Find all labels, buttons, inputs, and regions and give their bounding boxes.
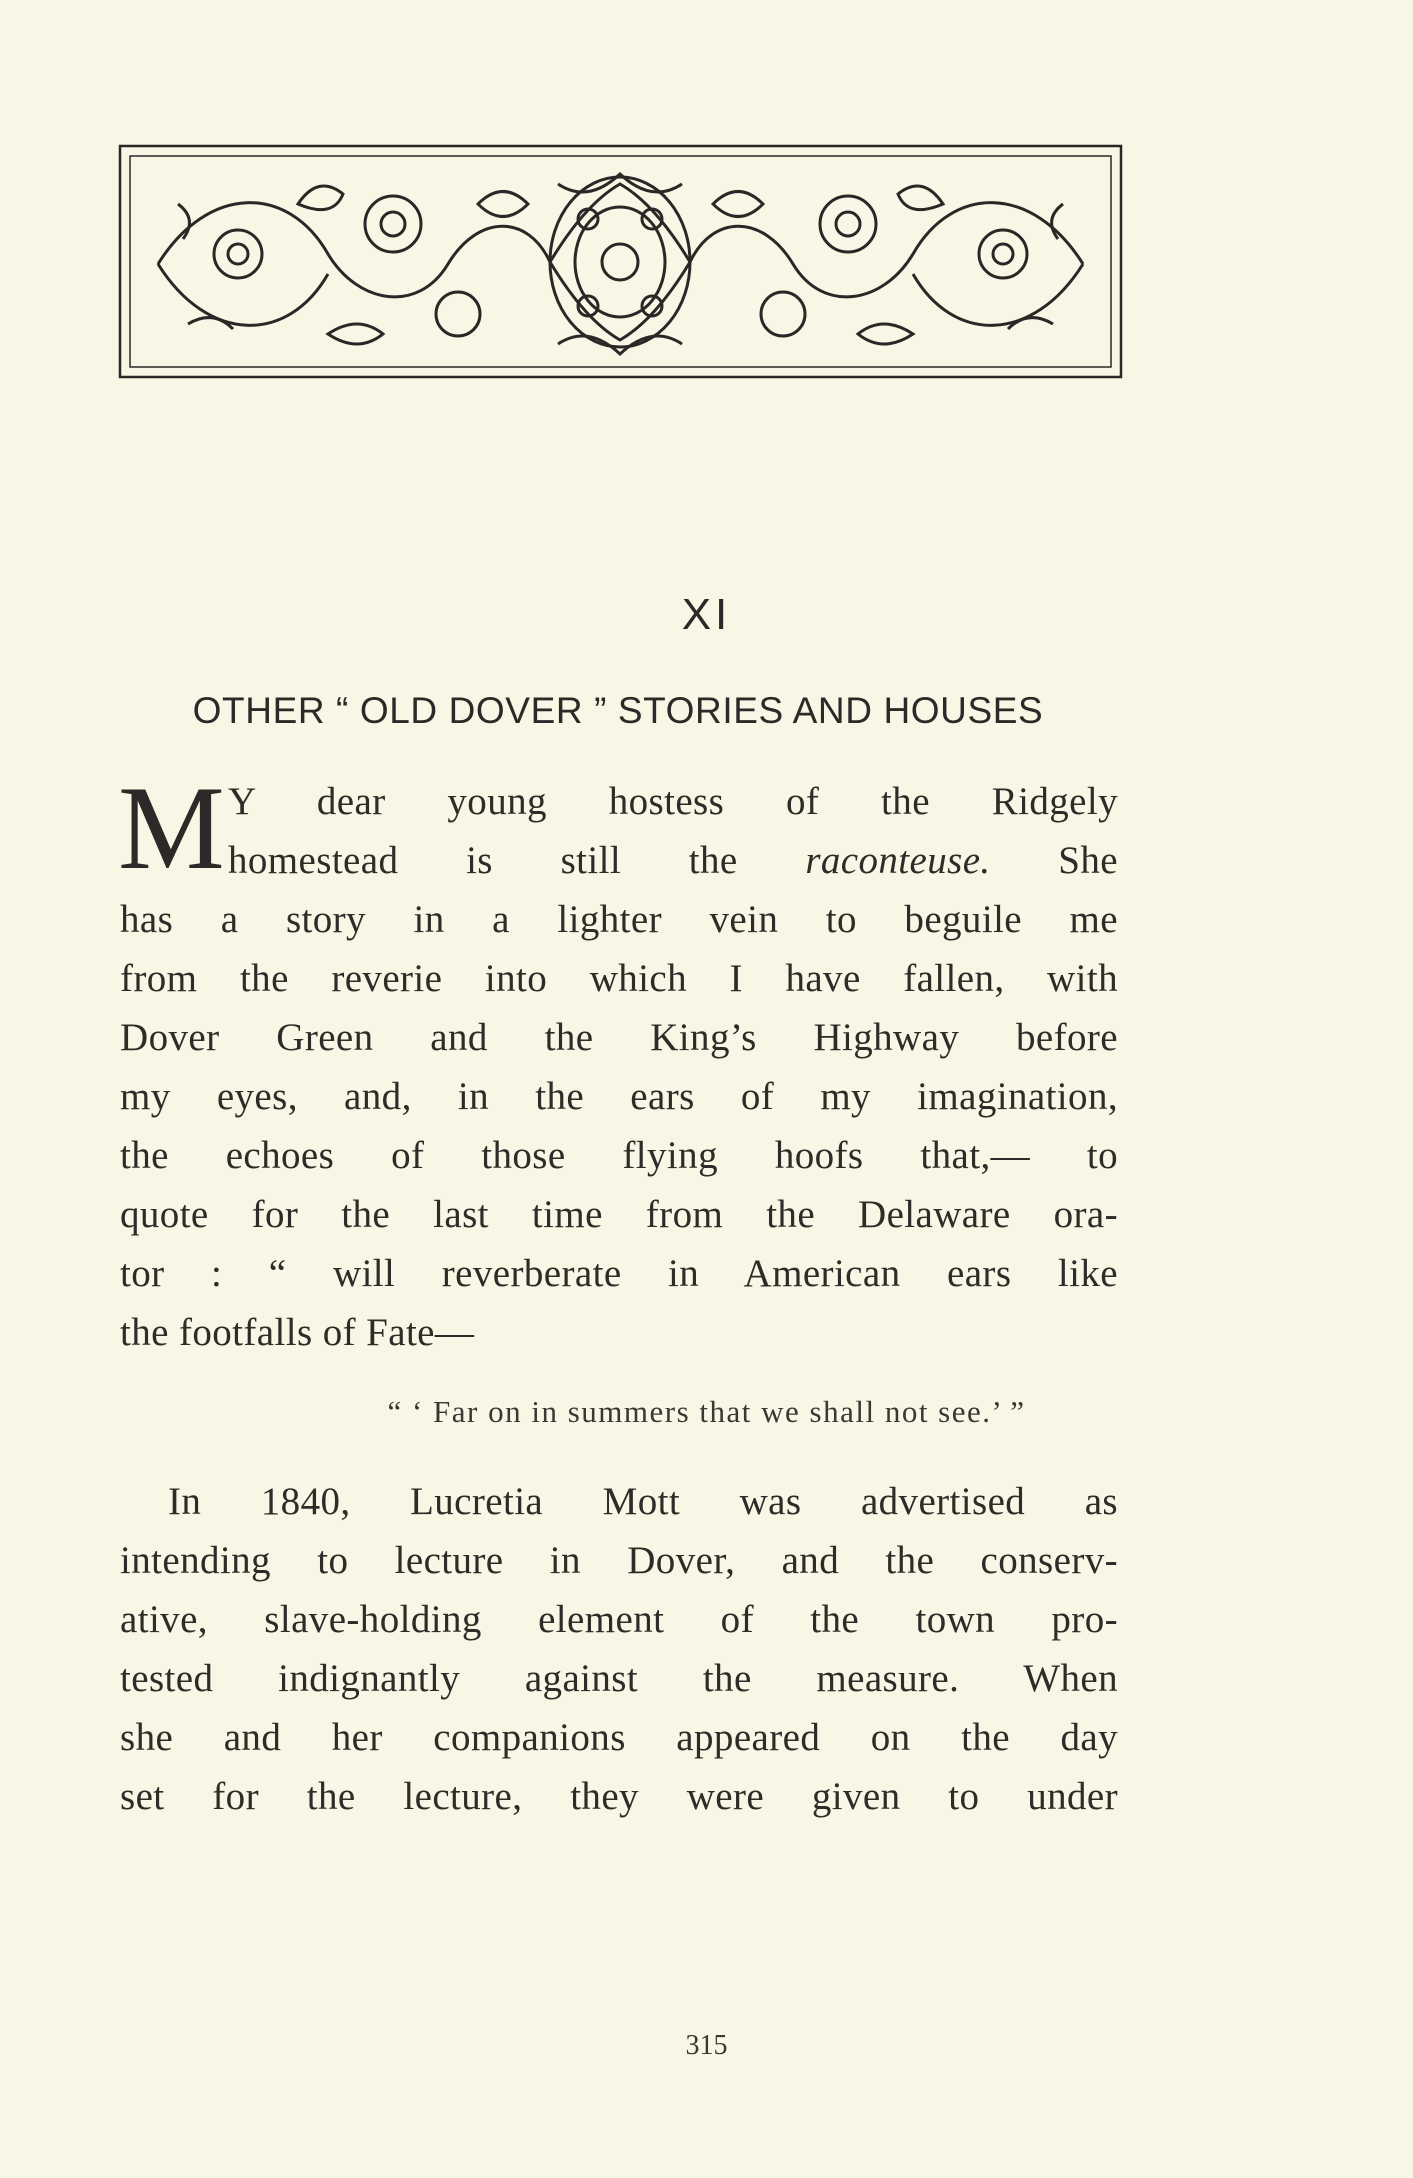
text-line: tested indignantly against the measure. When (120, 1657, 1118, 1700)
floral-scroll-ornament-icon (118, 144, 1123, 379)
text-line: quote for the last time from the Delaware ora- (120, 1193, 1118, 1236)
drop-cap: M (118, 761, 225, 894)
chapter-title: OTHER “ OLD DOVER ” STORIES AND HOUSES (192, 690, 1044, 731)
text-line: from the reverie into which I have fallen, with (120, 957, 1118, 1000)
verse-quote: “ ‘ Far on in summers that we shall not see.’ ” (387, 1394, 1026, 1429)
text-line: the footfalls of Fate— (120, 1311, 475, 1354)
ornamental-headpiece (118, 144, 1123, 379)
text-line: has a story in a lighter vein to beguile me (120, 898, 1118, 941)
text-line: my eyes, and, in the ears of my imagination, (120, 1075, 1118, 1118)
text-segment: homestead is still the (228, 839, 738, 882)
text-segment: She (1058, 839, 1118, 882)
page-number: 315 (685, 2030, 728, 2061)
text-line: In 1840, Lucretia Mott was advertised as (168, 1480, 1118, 1523)
text-line: tor : “ will reverberate in American ears like (120, 1252, 1118, 1295)
text-line: set for the lecture, they were given to under (120, 1775, 1118, 1818)
text-line (120, 831, 1118, 890)
text-line: she and her companions appeared on the day (120, 1716, 1118, 1759)
paragraph-2 (120, 1472, 1118, 1826)
paragraph-1 (120, 772, 1118, 1362)
italic-word: raconteuse. (805, 839, 991, 882)
text-line: ative, slave-holding element of the town pro- (120, 1598, 1118, 1641)
text-line: the echoes of those flying hoofs that,— to (120, 1134, 1118, 1177)
text-line: intending to lecture in Dover, and the conserv- (120, 1539, 1118, 1582)
text-line: Dover Green and the King’s Highway before (120, 1016, 1118, 1059)
chapter-number: XI (681, 590, 732, 639)
text-line: Y dear young hostess of the Ridgely (228, 780, 1118, 823)
